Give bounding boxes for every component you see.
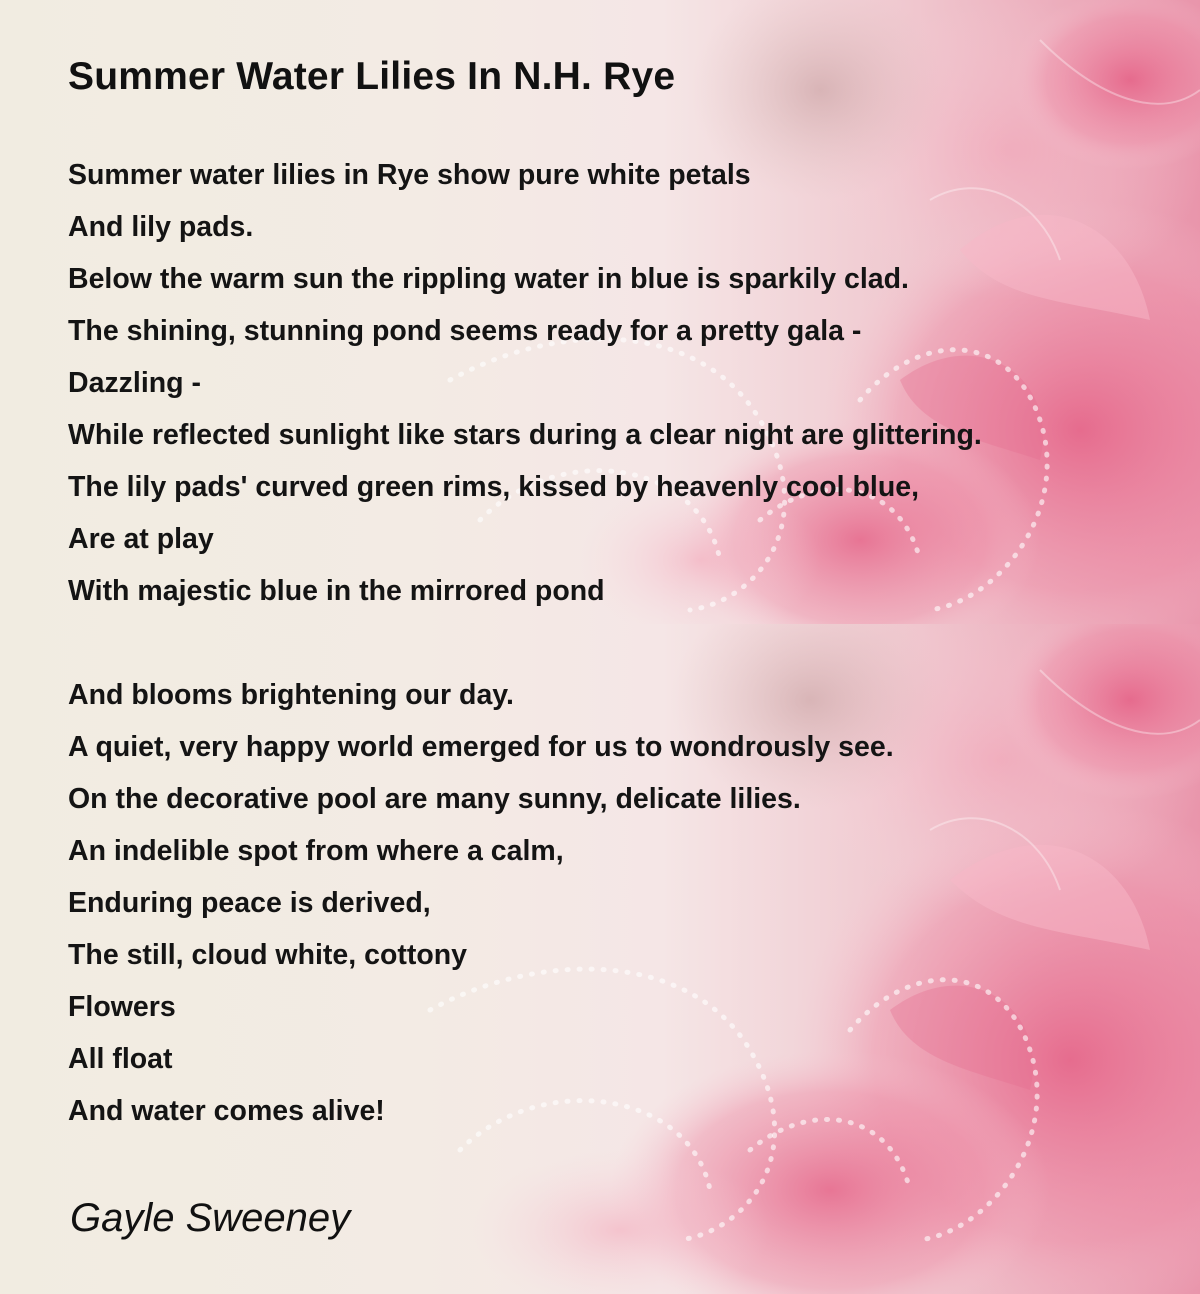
poem-line: Flowers [68,991,176,1023]
poem-line: Dazzling - [68,367,201,399]
poem-line: The shining, stunning pond seems ready for a pretty gala - [68,315,862,347]
poem-line: A quiet, very happy world emerged for us to wondrously see. [68,731,894,763]
poem-stanza-2 [68,669,894,1137]
poem-line: And lily pads. [68,211,254,243]
poem-author: Gayle Sweeney [70,1196,351,1240]
poem-line: On the decorative pool are many sunny, delicate lilies. [68,783,801,815]
poem-line: Are at play [68,523,214,555]
poem-line: While reflected sunlight like stars during a clear night are glittering. [68,419,982,451]
poem-line: All float [68,1043,173,1075]
poem-line: Summer water lilies in Rye show pure white petals [68,159,751,191]
poem-title: Summer Water Lilies In N.H. Rye [68,55,676,98]
poem-line: The still, cloud white, cottony [68,939,468,971]
poem-line: And water comes alive! [68,1095,385,1127]
poem-line: The lily pads' curved green rims, kissed by heavenly cool blue, [68,471,920,503]
poem-line: Below the warm sun the rippling water in blue is sparkily clad. [68,263,909,295]
poem-line: Enduring peace is derived, [68,887,431,919]
poem-line: And blooms brightening our day. [68,679,514,711]
poem-line: With majestic blue in the mirrored pond [68,575,605,607]
poem-line: An indelible spot from where a calm, [68,835,564,867]
poem-stanza-1 [68,149,982,617]
